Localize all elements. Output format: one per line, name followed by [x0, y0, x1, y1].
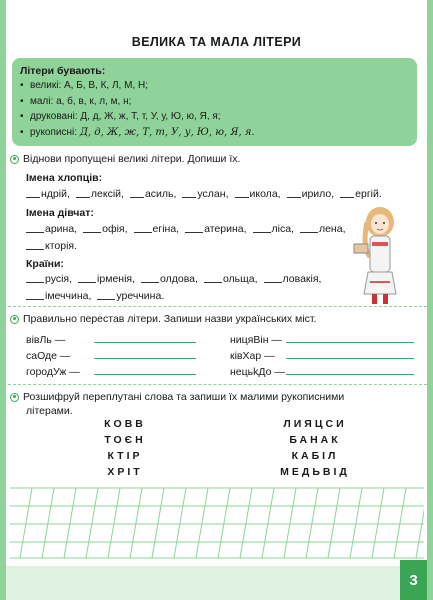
blank-gap[interactable]: [26, 197, 40, 198]
blank-gap[interactable]: [78, 282, 96, 283]
slant-line: [394, 488, 406, 558]
blank-gap[interactable]: [134, 232, 152, 233]
slant-line: [240, 488, 252, 558]
slant-line: [284, 488, 296, 558]
boys-heading: Імена хлопців:: [26, 172, 103, 184]
task1-instruction: Віднови пропущені великі літери. Допиши їх.: [10, 153, 240, 165]
word-fragment: ирило,: [301, 188, 335, 200]
anagram-word: ТОЄН: [104, 434, 146, 446]
slant-line: [218, 488, 230, 558]
rule-box: Літери бувають: • великі: А, Б, В, К, Л, М, Н; • малі: а, б, в, к, л, м, н; • друковані: Д, д, Ж, ж, Т, т, У, у, Ю, ю, Я, я; • рукописні: Д, д, Ж, ж, Т, т, У, у, Ю, ю, Я, я.: [12, 58, 417, 146]
slant-line: [306, 488, 318, 558]
city-scramble: саОде —: [26, 350, 196, 362]
rule-item: • великі: А, Б, В, К, Л, М, Н;: [20, 80, 148, 91]
blank-gap[interactable]: [287, 197, 301, 198]
handwriting-lines: [10, 482, 424, 562]
countries-line-2: [26, 290, 164, 302]
slant-line: [20, 488, 32, 558]
slant-line: [372, 488, 384, 558]
task2-instruction: Правильно перестав літери. Запиши назви українських міст.: [10, 313, 316, 325]
rule-item: • рукописні: Д, д, Ж, ж, Т, т, У, у, Ю, ю, Я, я.: [20, 126, 255, 138]
countries-line-1: [26, 273, 321, 285]
blank-gap[interactable]: [26, 249, 44, 250]
word-fragment: икола,: [249, 188, 281, 200]
page-number: 3: [400, 560, 427, 600]
blank-gap[interactable]: [76, 197, 90, 198]
slant-line: [174, 488, 186, 558]
blank-gap[interactable]: [340, 197, 354, 198]
left-border: [0, 0, 6, 600]
blank-gap[interactable]: [83, 232, 101, 233]
separator: [8, 306, 427, 307]
page-title: ВЕЛИКА ТА МАЛА ЛІТЕРИ: [131, 35, 302, 49]
slant-line: [328, 488, 340, 558]
slant-line: [130, 488, 142, 558]
city-scramble: ківХар —: [230, 350, 414, 362]
city-scramble: вівЛь —: [26, 334, 196, 346]
slant-line: [262, 488, 274, 558]
anagram-word: МЕДЬВІД: [280, 466, 350, 478]
word-fragment: офія,: [102, 223, 128, 235]
task-marker-icon: [10, 155, 19, 164]
word-fragment: кторія.: [45, 240, 78, 252]
anagram-word: КАБІЛ: [291, 450, 339, 462]
blank-gap[interactable]: [26, 299, 44, 300]
anagram-word: БАНАК: [289, 434, 341, 446]
blank-gap[interactable]: [97, 299, 115, 300]
task-marker-icon: [10, 315, 19, 324]
word-fragment: атерина,: [204, 223, 247, 235]
right-border: [427, 0, 433, 600]
rule-item: • малі: а, б, в, к, л, м, н;: [20, 95, 132, 107]
word-fragment: олдова,: [160, 273, 198, 285]
anagram-word: КОВВ: [104, 418, 146, 430]
city-scramble: ницяВін —: [230, 334, 414, 346]
city-scramble: городУж —: [26, 366, 196, 378]
blank-gap[interactable]: [253, 232, 271, 233]
blank-gap[interactable]: [300, 232, 318, 233]
word-fragment: ліса,: [271, 223, 294, 235]
slant-line: [416, 488, 424, 558]
word-fragment: уреччина.: [116, 290, 165, 302]
girl-illustration: [352, 202, 408, 307]
slant-line: [196, 488, 208, 558]
rule-item: • друковані: Д, д, Ж, ж, Т, т, У, у, Ю, ю, Я, я;: [20, 111, 221, 122]
word-fragment: русія,: [45, 273, 73, 285]
blank-gap[interactable]: [204, 282, 222, 283]
anagram-word: ЛИЯЦСИ: [283, 418, 347, 430]
word-fragment: імеччина,: [45, 290, 92, 302]
task3-instruction-cont: літерами.: [26, 405, 73, 417]
girls-line-1: [26, 223, 346, 235]
word-fragment: ергій.: [355, 188, 382, 200]
word-fragment: ольща,: [222, 273, 258, 285]
anagram-word: ХРІТ: [107, 466, 143, 478]
blank-gap[interactable]: [141, 282, 159, 283]
countries-heading: Країни:: [26, 258, 64, 270]
task3-instruction: Розшифруй переплутані слова та запиши їх малими рукописними: [10, 391, 344, 403]
slant-line: [42, 488, 54, 558]
blank-gap[interactable]: [235, 197, 249, 198]
word-fragment: асиль,: [144, 188, 177, 200]
anagram-word: КТІР: [107, 450, 143, 462]
word-fragment: лексій,: [90, 188, 124, 200]
blank-gap[interactable]: [26, 232, 44, 233]
slant-line: [108, 488, 120, 558]
slant-line: [152, 488, 164, 558]
boys-line: [26, 188, 382, 200]
word-fragment: арина,: [45, 223, 78, 235]
girls-line-2: [26, 240, 77, 252]
word-fragment: ндрій,: [41, 188, 70, 200]
blank-gap[interactable]: [185, 232, 203, 233]
blank-gap[interactable]: [182, 197, 196, 198]
blank-gap[interactable]: [26, 282, 44, 283]
separator: [8, 384, 427, 385]
slant-line: [64, 488, 76, 558]
word-fragment: услан,: [197, 188, 229, 200]
bottom-strip: [6, 566, 400, 600]
task-marker-icon: [10, 393, 19, 402]
slant-line: [350, 488, 362, 558]
word-fragment: ловакія,: [282, 273, 322, 285]
blank-gap[interactable]: [264, 282, 282, 283]
slant-line: [86, 488, 98, 558]
city-scramble: нецьkДо —: [230, 366, 414, 378]
rule-title: Літери бувають: [20, 65, 102, 77]
word-fragment: егіна,: [152, 223, 180, 235]
blank-gap[interactable]: [130, 197, 144, 198]
word-fragment: лена,: [318, 223, 346, 235]
girls-heading: Імена дівчат:: [26, 207, 94, 219]
word-fragment: ірменія,: [97, 273, 136, 285]
